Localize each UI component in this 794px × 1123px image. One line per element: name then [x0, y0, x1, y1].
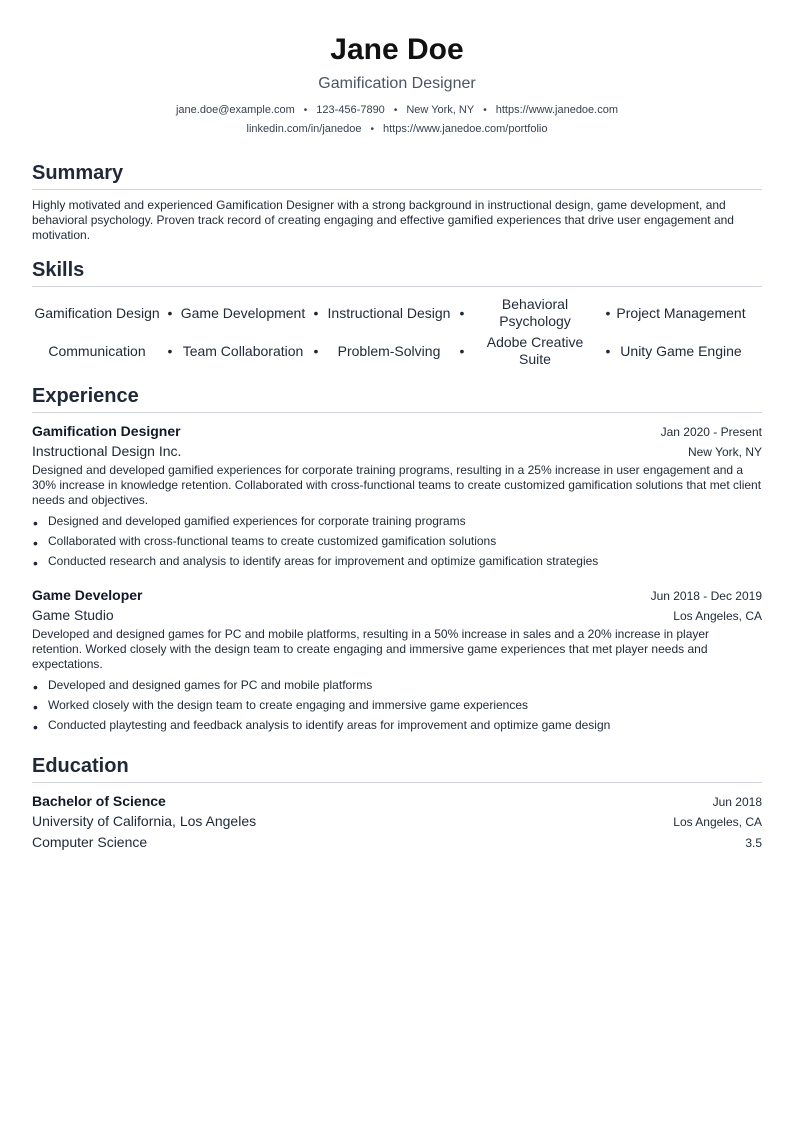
bullet-item [32, 715, 762, 735]
skills-section [32, 257, 762, 370]
entry-company-row [32, 441, 762, 462]
job-dates: Jun 2018 - Dec 2019 [650, 589, 762, 603]
separator-dot: • [313, 343, 319, 359]
contact-linkedin[interactable]: linkedin.com/in/janedoe [246, 123, 362, 135]
education-entry [32, 791, 762, 853]
experience-section [32, 383, 762, 735]
graduation-date: Jun 2018 [712, 795, 762, 809]
school-name: University of California, Los Angeles [32, 813, 257, 829]
separator-dot: • [313, 305, 319, 321]
skill-item: Problem-Solving [337, 342, 441, 359]
separator-dot: • [605, 305, 611, 321]
section-heading-skills: Skills [32, 257, 762, 287]
skills-row [32, 332, 762, 370]
separator-dot: • [370, 124, 374, 135]
bullet-text: Designed and developed gamified experiences for corporate training programs [48, 514, 466, 528]
separator-dot: • [167, 343, 173, 359]
degree: Bachelor of Science [32, 793, 166, 809]
bullet-icon: • [33, 699, 38, 715]
contact-location: New York, NY [406, 104, 475, 116]
skill-item: Game Development [180, 304, 306, 321]
entry-field-row [32, 832, 762, 853]
contact-phone[interactable]: 123-456-7890 [316, 104, 385, 116]
job-title: Gamification Designer [32, 423, 181, 439]
bullet-item [32, 695, 762, 715]
section-heading-summary: Summary [32, 160, 762, 190]
skill-item: Unity Game Engine [620, 342, 742, 359]
skill-item: Communication [48, 342, 146, 359]
separator-dot: • [459, 343, 465, 359]
bullet-text: Conducted playtesting and feedback analysis to identify areas for improvement and optimize game design [48, 718, 611, 732]
entry-header-row [32, 585, 762, 605]
candidate-name: Jane Doe [330, 33, 464, 66]
bullet-text: Collaborated with cross-functional teams to create customized gamification solutions [48, 534, 497, 548]
bullet-item [32, 531, 762, 551]
bullet-text: Developed and designed games for PC and mobile platforms [48, 678, 373, 692]
separator-dot: • [459, 305, 465, 321]
skills-row [32, 294, 762, 332]
job-location: New York, NY [687, 445, 762, 459]
job-location: Los Angeles, CA [673, 609, 762, 623]
entry-company-row [32, 605, 762, 626]
skill-item: Behavioral Psychology [499, 296, 571, 329]
bullet-item [32, 551, 762, 571]
job-dates: Jan 2020 - Present [660, 425, 762, 439]
bullet-item [32, 511, 762, 531]
entry-header-row [32, 421, 762, 441]
bullet-icon: • [33, 555, 38, 571]
job-title: Game Developer [32, 587, 143, 603]
education-section [32, 753, 762, 853]
skill-item: Project Management [616, 304, 746, 321]
experience-entry [32, 585, 762, 735]
job-description: Developed and designed games for PC and mobile platforms, resulting in a 50% increase in sales and a 20% increase in player retention. Worked closely with the design team to create engaging and immersive game experiences that met player needs and expectations. [32, 627, 710, 671]
entry-school-row [32, 811, 762, 832]
job-description: Designed and developed gamified experiences for corporate training programs, resulting in a 25% increase in user engagement and a 30% increase in knowledge retention. Collaborated with cross-functional teams to create customized gamification solutions that met client needs and objectives. [32, 463, 762, 507]
bullet-icon: • [33, 515, 38, 531]
skill-item: Adobe Creative Suite [486, 334, 584, 367]
resume-page [32, 0, 762, 853]
school-location: Los Angeles, CA [673, 815, 762, 829]
section-heading-education: Education [32, 753, 762, 783]
contact-line-1 [32, 101, 762, 120]
entry-header-row [32, 791, 762, 811]
contact-portfolio[interactable]: https://www.janedoe.com/portfolio [383, 123, 548, 135]
separator-dot: • [303, 105, 308, 116]
company-name: Game Studio [32, 607, 114, 623]
company-name: Instructional Design Inc. [32, 443, 182, 459]
gpa: 3.5 [745, 836, 762, 850]
separator-dot: • [483, 105, 487, 116]
separator-dot: • [393, 105, 398, 116]
separator-dot: • [167, 305, 173, 321]
skill-item: Gamification Design [34, 304, 160, 321]
bullet-item [32, 675, 762, 695]
skill-item: Instructional Design [327, 304, 451, 321]
bullet-text: Conducted research and analysis to identify areas for improvement and optimize gamification strategies [48, 554, 599, 568]
section-heading-experience: Experience [32, 383, 762, 413]
summary-section [32, 160, 762, 243]
job-bullets [32, 675, 762, 735]
resume-header [32, 31, 762, 139]
summary-text: Highly motivated and experienced Gamification Designer with a strong background in instructional design, game development, and behavioral psychology. Proven track record of creating engaging and effective gamified experiences that drive user engagement and motivation. [32, 198, 734, 242]
job-bullets [32, 511, 762, 571]
bullet-text: Worked closely with the design team to create engaging and immersive game experiences [48, 698, 529, 712]
contact-email[interactable]: jane.doe@example.com [175, 104, 295, 116]
bullet-icon: • [33, 719, 38, 735]
field-of-study: Computer Science [32, 834, 148, 850]
contact-website[interactable]: https://www.janedoe.com [495, 104, 619, 116]
candidate-title: Gamification Designer [318, 75, 476, 92]
separator-dot: • [605, 343, 611, 359]
skills-grid [32, 294, 762, 370]
bullet-icon: • [33, 679, 38, 695]
skill-item: Team Collaboration [182, 342, 304, 359]
experience-entry [32, 421, 762, 571]
bullet-icon: • [33, 535, 38, 551]
contact-line-2 [32, 120, 762, 139]
